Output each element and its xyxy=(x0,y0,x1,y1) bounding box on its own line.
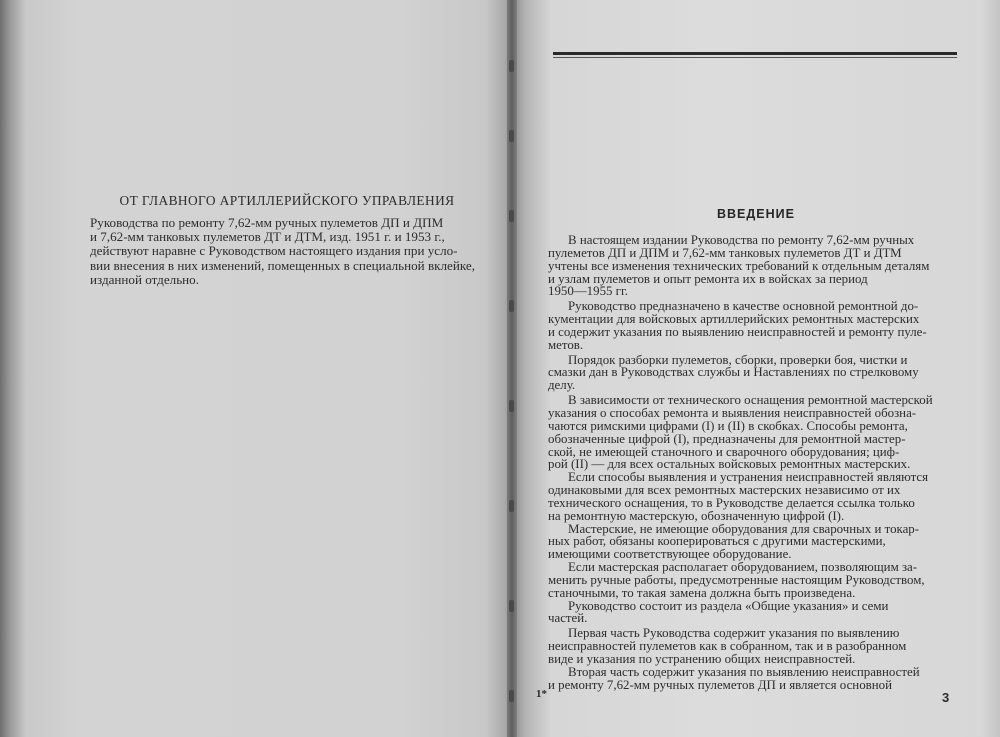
text-line: смазки дан в Руководствах службы и Наставлениях по стрелковому xyxy=(548,365,919,380)
text-line: действуют наравне с Руководством настоящего издания при усло- xyxy=(90,243,458,259)
left-page-paragraph xyxy=(90,216,478,287)
binding-stitch xyxy=(509,500,514,512)
text-line: ных работ, обязаны кооперироваться с другими мастерскими, xyxy=(548,534,886,549)
top-rule-thin xyxy=(553,57,957,58)
text-line: Первая часть Руководства содержит указания по выявлению xyxy=(568,626,900,641)
text-line: и 7,62-мм танковых пулеметов ДТ и ДТМ, изд. 1951 г. и 1953 г., xyxy=(90,229,445,245)
binding-stitch xyxy=(509,690,514,702)
text-line: и содержит указания по выявлению неисправностей и ремонту пуле- xyxy=(548,324,927,339)
binding-stitch xyxy=(509,600,514,612)
text-line: Порядок разборки пулеметов, сборки, проверки боя, чистки и xyxy=(568,352,908,367)
text-line: Если способы выявления и устранения неисправностей являются xyxy=(568,470,929,485)
binding-stitch xyxy=(509,300,514,312)
text-line: виде и указания по устранению общих неисправностей. xyxy=(548,652,856,666)
text-line: чаются римскими цифрами (I) и (II) в скобках. Способы ремонта, xyxy=(548,418,908,433)
text-line: менить ручные работы, предусмотренные настоящим Руководством, xyxy=(548,572,925,587)
text-line: изданной отдельно. xyxy=(90,271,199,287)
text-line: ской, не имеющей станочного и сварочного оборудования; циф- xyxy=(548,444,900,459)
text-line: Руководство предназначено в качестве основной ремонтной до- xyxy=(568,299,919,314)
text-line: рой (II) — для всех остальных войсковых ремонтных мастерских. xyxy=(548,457,911,472)
text-line: 1950—1955 гг. xyxy=(548,284,629,299)
text-line: станочными, то такая замена должна быть произведена. xyxy=(548,585,856,600)
text-line: кументации для войсковых артиллерийских ремонтных мастерских xyxy=(548,312,920,327)
text-line: обозначенные цифрой (I), предназначены для ремонтной мастер- xyxy=(548,431,906,446)
intro-body xyxy=(548,234,960,692)
intro-title: ВВЕДЕНИЕ xyxy=(717,207,795,221)
text-line: Руководства по ремонту 7,62-мм ручных пулеметов ДП и ДПМ xyxy=(90,215,444,230)
text-line: на ремонтную мастерскую, обозначенную цифрой (I). xyxy=(548,508,845,523)
text-line: имеющими соответствующее оборудование. xyxy=(548,547,792,562)
binding-stitch xyxy=(509,130,514,142)
text-line: Вторая часть содержит указания по выявлению неисправностей xyxy=(568,664,920,679)
text-line: Руководство состоит из раздела «Общие указания» и семи xyxy=(568,598,889,613)
text-line: метов. xyxy=(548,337,584,352)
book-gutter xyxy=(507,0,517,737)
text-line: неисправностей пулеметов как в собранном, так и в разобранном xyxy=(548,639,907,654)
text-line: Если мастерская располагает оборудованием, позволяющим за- xyxy=(568,560,918,575)
text-line: и узлам пулеметов и опыт ремонта их в войсках за период xyxy=(548,271,868,286)
text-line: учтены все изменения технических требований к отдельным деталям xyxy=(548,258,930,273)
text-line: делу. xyxy=(548,378,576,393)
right-page xyxy=(512,0,1000,737)
text-line: вии внесения в них изменений, помещенных в специальной вклейке, xyxy=(90,257,475,273)
text-line: пулеметов ДП и ДПМ и 7,62-мм танковых пулеметов ДТ и ДТМ xyxy=(548,245,902,260)
text-line: технического оснащения, то в Руководстве делается ссылка только xyxy=(548,495,915,510)
binding-stitch xyxy=(509,400,514,412)
text-line: Мастерские, не имеющие оборудования для сварочных и токар- xyxy=(568,521,920,536)
text-line: и ремонту 7,62-мм ручных пулеметов ДП и является основной xyxy=(548,677,892,692)
binding-stitch xyxy=(509,210,514,222)
top-rule xyxy=(553,52,957,55)
text-line: частей. xyxy=(548,611,588,626)
page-number: 3 xyxy=(942,690,950,705)
text-line: В настоящем издании Руководства по ремонту 7,62-мм ручных xyxy=(568,233,915,247)
text-line: В зависимости от технического оснащения ремонтной мастерской xyxy=(568,393,933,408)
text-line: указания о способах ремонта и выявления неисправностей обозна- xyxy=(548,405,917,420)
left-page-heading: ОТ ГЛАВНОГО АРТИЛЛЕРИЙСКОГО УПРАВЛЕНИЯ xyxy=(119,193,455,208)
signature-mark: 1* xyxy=(536,688,547,700)
binding-stitch xyxy=(509,60,514,72)
text-line: одинаковыми для всех ремонтных мастерских независимо от их xyxy=(548,483,901,498)
